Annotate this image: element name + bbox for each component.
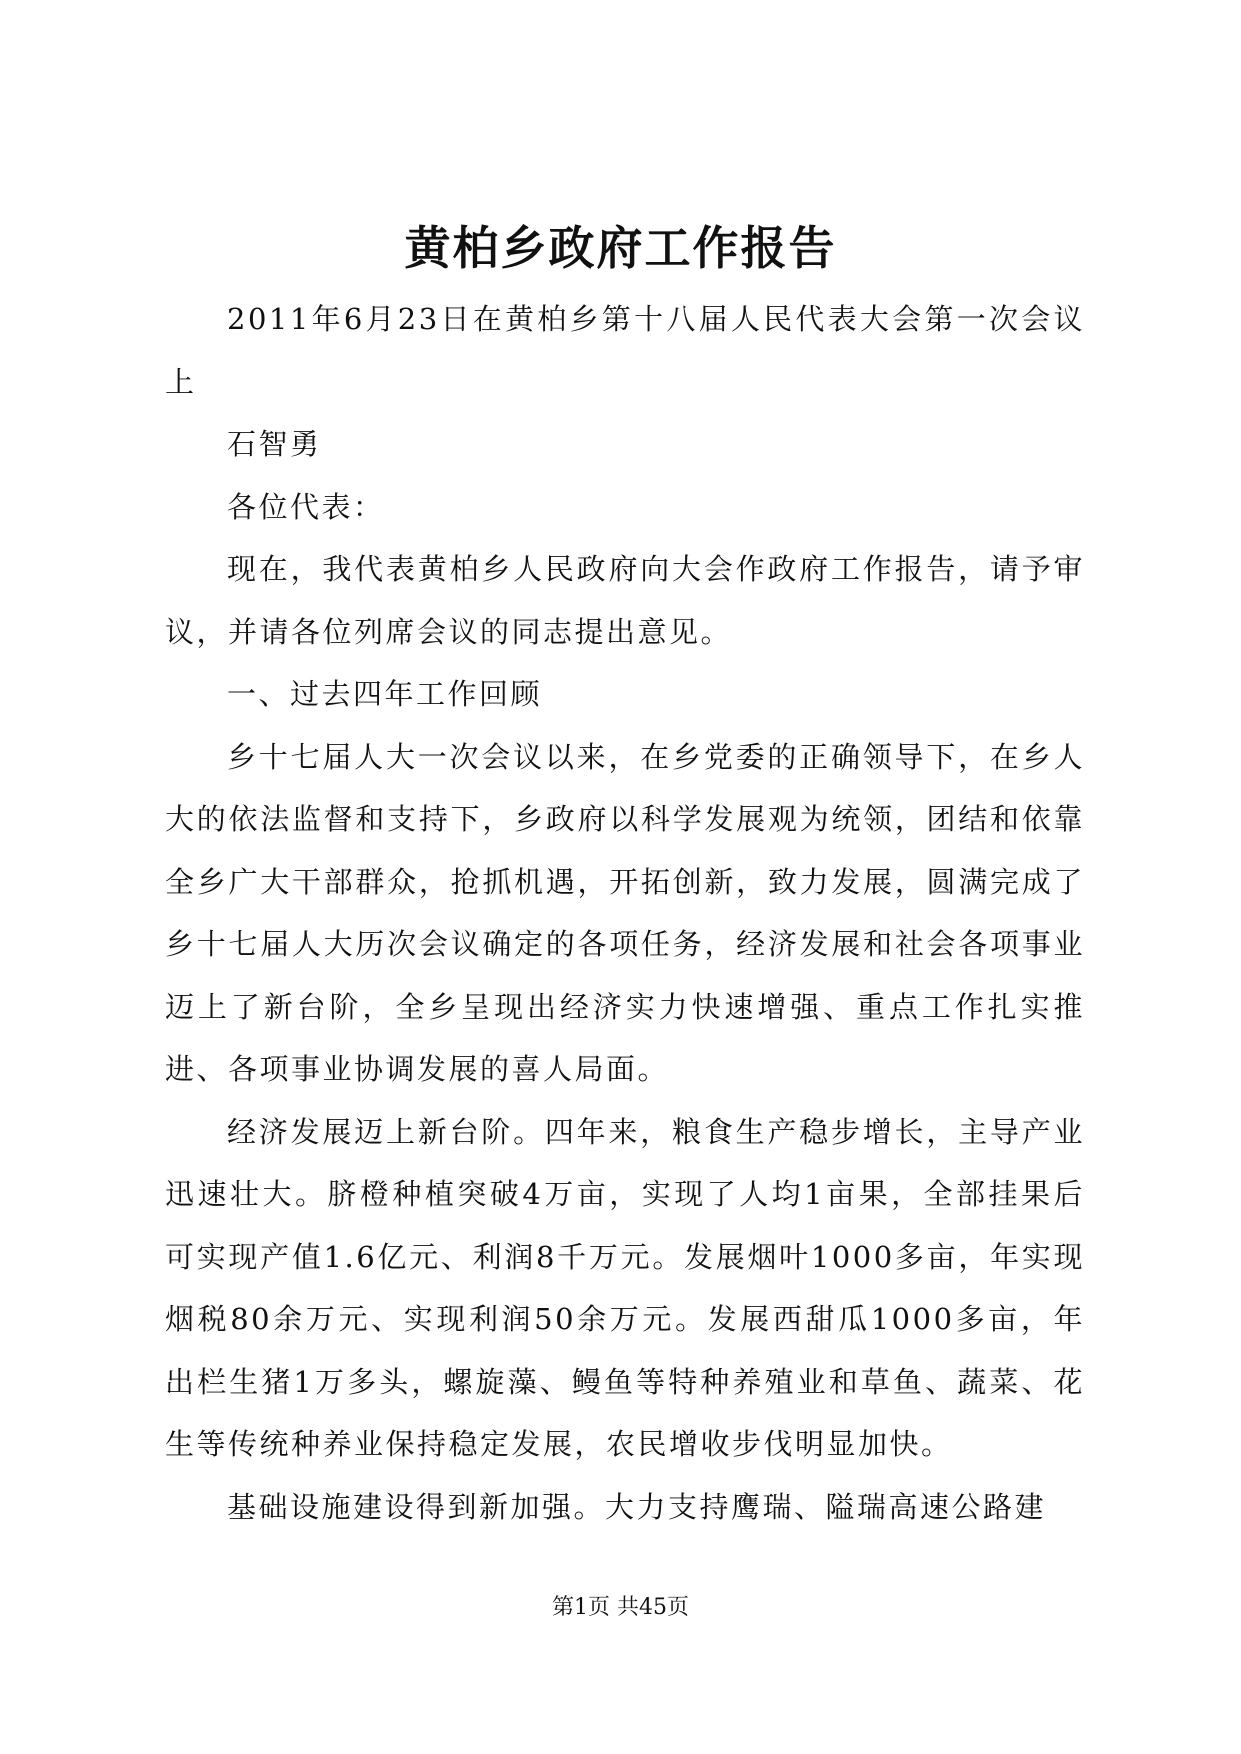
document-title: 黄柏乡政府工作报告 (404, 221, 837, 275)
paragraph-intro: 现在，我代表黄柏乡人民政府向大会作政府工作报告，请予审议，并请各位列席会议的同志提出意见。 (165, 552, 1085, 649)
page-footer: 第1页 共45页 (552, 1595, 689, 1620)
paragraph-author: 石智勇 (227, 427, 322, 461)
paragraph-salutation: 各位代表： (227, 489, 385, 524)
document-body (165, 288, 1085, 1538)
section-heading: 一、过去四年工作回顾 (227, 677, 543, 711)
paragraph-meeting-info: 2011年6月23日在黄柏乡第十八届人民代表大会第一次会议上 (165, 302, 1085, 399)
paragraph-economy: 经济发展迈上新台阶。四年来，粮食生产稳步增长，主导产业迅速壮大。脐橙种植突破4万亩，实现了人均1亩果，全部挂果后可实现产值1.6亿元、利润8千万元。发展烟叶1000多亩，年实现烟税80余万元、实现利润50余万元。发展西甜瓜1000多亩，年出栏生猪1万多头，螺旋藻、鳗鱼等特种养殖业和草鱼、蔬菜、花生等传统种养业保持稳定发展，农民增收步伐明显加快。 (165, 1114, 1085, 1461)
paragraph-infrastructure: 基础设施建设得到新加强。大力支持鹰瑞、隘瑞高速公路建 (227, 1489, 1047, 1524)
paragraph-review: 乡十七届人大一次会议以来，在乡党委的正确领导下，在乡人大的依法监督和支持下，乡政府以科学发展观为统领，团结和依靠全乡广大干部群众，抢抓机遇，开拓创新，致力发展，圆满完成了乡十七届人大历次会议确定的各项任务，经济发展和社会各项事业迈上了新台阶，全乡呈现出经济实力快速增强、重点工作扎实推进、各项事业协调发展的喜人局面。 (165, 739, 1085, 1086)
